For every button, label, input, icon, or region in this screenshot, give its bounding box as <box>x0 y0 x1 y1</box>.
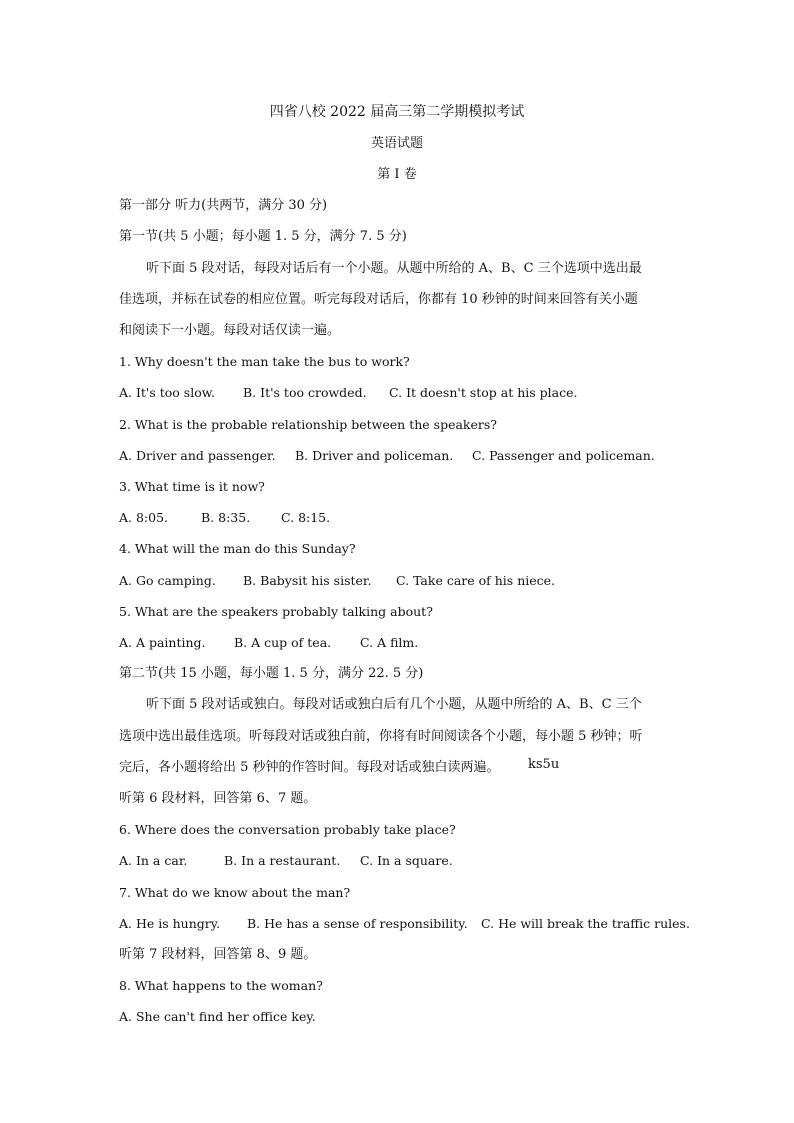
material-7-heading: 听第 7 段材料，回答第 8、9 题。 <box>119 947 317 962</box>
question-8: 8. What happens to the woman? <box>119 978 323 993</box>
option-2b: B. Driver and policeman. <box>295 448 454 463</box>
section1-heading: 第一节(共 5 小题；每小题 1. 5 分，满分 7. 5 分) <box>119 229 407 244</box>
question-1: 1. Why doesn't the man take the bus to work? <box>119 354 410 369</box>
option-5a: A. A painting. <box>119 635 206 650</box>
exam-volume: 第 I 卷 <box>377 167 417 182</box>
option-3a: A. 8:05. <box>119 510 169 525</box>
question-7: 7. What do we know about the man? <box>119 885 351 900</box>
option-5b: B. A cup of tea. <box>234 635 332 650</box>
option-6a: A. In a car. <box>119 853 188 868</box>
option-1b: B. It's too crowded. <box>243 385 367 400</box>
section1-instruction-line: 和阅读下一小题。每段对话仅读一遍。 <box>119 323 341 338</box>
exam-subject: 英语试题 <box>370 136 423 151</box>
question-4: 4. What will the man do this Sunday? <box>119 541 356 556</box>
option-7a: A. He is hungry. <box>119 916 221 931</box>
option-2c: C. Passenger and policeman. <box>472 448 655 463</box>
option-6b: B. In a restaurant. <box>224 853 341 868</box>
option-5c: C. A film. <box>360 635 419 650</box>
section2-instruction-line: 听下面 5 段对话或独白。每段对话或独白后有几个小题，从题中所给的 A、B、C 三个 <box>146 697 642 712</box>
option-4a: A. Go camping. <box>119 573 216 588</box>
question-3: 3. What time is it now? <box>119 479 265 494</box>
material-6-heading: 听第 6 段材料，回答第 6、7 题。 <box>119 791 317 806</box>
part1-heading: 第一部分 听力(共两节，满分 30 分) <box>119 198 328 213</box>
question-6: 6. Where does the conversation probably take place? <box>119 822 456 837</box>
option-1a: A. It's too slow. <box>119 385 215 400</box>
section2-instruction-line: 完后，各小题将给出 5 秒钟的作答时间。每段对话或独白读两遍。 <box>119 760 500 775</box>
question-5: 5. What are the speakers probably talking about? <box>119 604 433 619</box>
watermark-text: ks5u <box>528 757 560 772</box>
option-6c: C. In a square. <box>360 853 453 868</box>
section2-instruction-line: 选项中选出最佳选项。听每段对话或独白前，你将有时间阅读各个小题，每小题 5 秒钟；听 <box>119 729 643 744</box>
section1-instruction-line: 听下面 5 段对话，每段对话后有一个小题。从题中所给的 A、B、C 三个选项中选出最 <box>146 261 642 276</box>
option-4c: C. Take care of his niece. <box>396 573 556 588</box>
question-2: 2. What is the probable relationship between the speakers? <box>119 417 497 432</box>
option-1c: C. It doesn't stop at his place. <box>389 385 578 400</box>
option-3b: B. 8:35. <box>201 510 251 525</box>
section2-heading: 第二节(共 15 小题，每小题 1. 5 分，满分 22. 5 分) <box>119 666 424 681</box>
option-3c: C. 8:15. <box>281 510 331 525</box>
option-2a: A. Driver and passenger. <box>119 448 276 463</box>
exam-title: 四省八校 2022 届高三第二学期模拟考试 <box>269 104 525 120</box>
option-8a: A. She can't find her office key. <box>119 1009 316 1024</box>
option-7c: C. He will break the traffic rules. <box>481 916 690 931</box>
option-7b: B. He has a sense of responsibility. <box>247 916 468 931</box>
option-4b: B. Babysit his sister. <box>243 573 372 588</box>
section1-instruction-line: 佳选项，并标在试卷的相应位置。听完每段对话后，你都有 10 秒钟的时间来回答有关小题 <box>119 292 638 307</box>
